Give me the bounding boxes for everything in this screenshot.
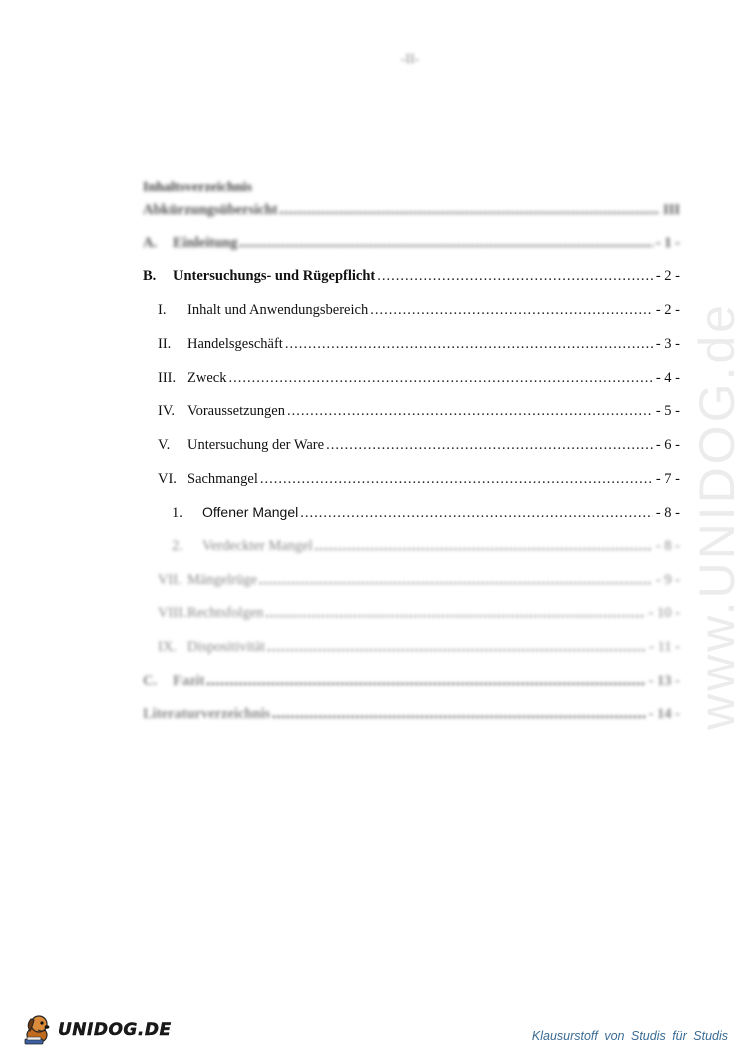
toc-entry-number: 1. xyxy=(172,505,183,521)
toc-entry-number: B. xyxy=(143,268,157,284)
logo-text: UNIDOG.DE xyxy=(58,1020,172,1040)
toc-leader-dots xyxy=(326,436,653,454)
toc-leader-dots xyxy=(259,571,653,589)
toc-entry-b-iii[interactable] xyxy=(143,369,680,387)
toc-entry-number: II. xyxy=(158,336,172,352)
toc-leader-dots xyxy=(272,705,645,723)
toc-leader-dots xyxy=(280,201,661,219)
toc-entry-title: Voraussetzungen xyxy=(187,403,285,419)
toc-entry-page: - 13 - xyxy=(648,673,680,689)
toc-entry-page: - 2 - xyxy=(655,268,680,284)
toc-entry-title: Untersuchung der Ware xyxy=(187,437,325,453)
toc-entry-title: Sachmangel xyxy=(187,471,258,487)
toc-entry-b-v[interactable] xyxy=(143,436,680,454)
toc-entry-page: - 11 - xyxy=(649,639,680,655)
toc-entry-c[interactable] xyxy=(143,672,680,690)
footer-tagline: Klausurstoff von Studis für Studis xyxy=(531,1029,728,1043)
toc-entry-page: - 8 - xyxy=(655,505,680,521)
toc-entry-page: - 6 - xyxy=(655,437,680,453)
toc-entry-number: 2. xyxy=(172,538,183,554)
toc-entry-title: Literaturverzeichnis xyxy=(143,706,271,722)
toc-entry-title: Fazit xyxy=(173,673,205,689)
toc-leader-dots xyxy=(315,537,653,555)
toc-entry-page: - 3 - xyxy=(655,336,680,352)
watermark: www.UNIDOG.de xyxy=(689,302,745,730)
toc-entry-number: C. xyxy=(143,673,158,689)
toc-leader-dots xyxy=(206,672,645,690)
toc-leader-dots xyxy=(228,369,652,387)
toc-leader-dots xyxy=(370,301,653,319)
toc-entry-number: IV. xyxy=(158,403,176,419)
toc-entry-page: III xyxy=(663,202,680,218)
toc-entry-b[interactable] xyxy=(143,267,680,285)
toc-entry-page: - 1 - xyxy=(655,235,680,251)
toc-entry-abbreviations[interactable] xyxy=(143,201,680,219)
toc-heading: Inhaltsverzeichnis xyxy=(143,180,252,195)
toc-entry-title: Dispositivität xyxy=(187,639,266,655)
toc-entry-title: Offener Mangel xyxy=(202,504,299,520)
toc-entry-title: Inhalt und Anwendungsbereich xyxy=(187,302,369,318)
unidog-logo[interactable] xyxy=(22,1010,172,1050)
toc-entry-a[interactable] xyxy=(143,234,680,252)
page-number: -II- xyxy=(400,52,420,67)
dog-mascot-icon xyxy=(22,1013,56,1047)
toc-entry-page: - 4 - xyxy=(655,370,680,386)
toc-leader-dots xyxy=(377,267,653,285)
toc-entry-number: VII. xyxy=(158,572,182,588)
toc-entry-b-vii[interactable] xyxy=(143,571,680,589)
toc-entry-title: Untersuchungs- und Rügepflicht xyxy=(173,268,376,284)
toc-entry-b-ii[interactable] xyxy=(143,335,680,353)
toc-entry-b-vi[interactable] xyxy=(143,470,680,488)
toc-entry-page: - 8 - xyxy=(655,538,680,554)
toc-entry-b-vi-1[interactable] xyxy=(143,503,680,522)
toc-entry-page: - 14 - xyxy=(648,706,680,722)
toc-entry-page: - 7 - xyxy=(655,471,680,487)
toc-entry-title: Abkürzungsübersicht xyxy=(143,202,278,218)
toc-leader-dots xyxy=(266,604,646,622)
toc-leader-dots xyxy=(260,470,653,488)
toc-leader-dots xyxy=(239,234,652,252)
toc-entry-title: Zweck xyxy=(187,370,227,386)
toc-entry-page: - 10 - xyxy=(648,605,680,621)
toc-entry-title: Rechtsfolgen xyxy=(187,605,264,621)
toc-entry-page: - 2 - xyxy=(655,302,680,318)
toc-entry-title: Mängelrüge xyxy=(187,572,258,588)
toc-entry-number: I. xyxy=(158,302,167,318)
toc-entry-number: V. xyxy=(158,437,171,453)
toc-entry-b-iv[interactable] xyxy=(143,402,680,420)
toc-entry-number: A. xyxy=(143,235,158,251)
toc-entry-title: Handelsgeschäft xyxy=(187,336,283,352)
toc-entry-title: Einleitung xyxy=(173,235,238,251)
toc-entry-number: IX. xyxy=(158,639,177,655)
toc-entry-page: - 5 - xyxy=(655,403,680,419)
toc-entry-bibliography[interactable] xyxy=(143,705,680,723)
toc-entry-number: VI. xyxy=(158,471,177,487)
toc-leader-dots xyxy=(300,504,653,522)
toc-entry-b-i[interactable] xyxy=(143,301,680,319)
toc-entry-title: Verdeckter Mangel xyxy=(202,538,313,554)
toc-entry-b-ix[interactable] xyxy=(143,638,680,656)
toc-entry-number: VIII. xyxy=(158,605,187,621)
toc-entry-number: III. xyxy=(158,370,177,386)
toc-entry-b-vi-2[interactable] xyxy=(143,537,680,555)
toc-entry-page: - 9 - xyxy=(655,572,680,588)
toc-entry-b-viii[interactable] xyxy=(143,604,680,622)
toc-leader-dots xyxy=(267,638,646,656)
table-of-contents xyxy=(143,178,680,722)
toc-leader-dots xyxy=(287,402,653,420)
toc-leader-dots xyxy=(285,335,653,353)
